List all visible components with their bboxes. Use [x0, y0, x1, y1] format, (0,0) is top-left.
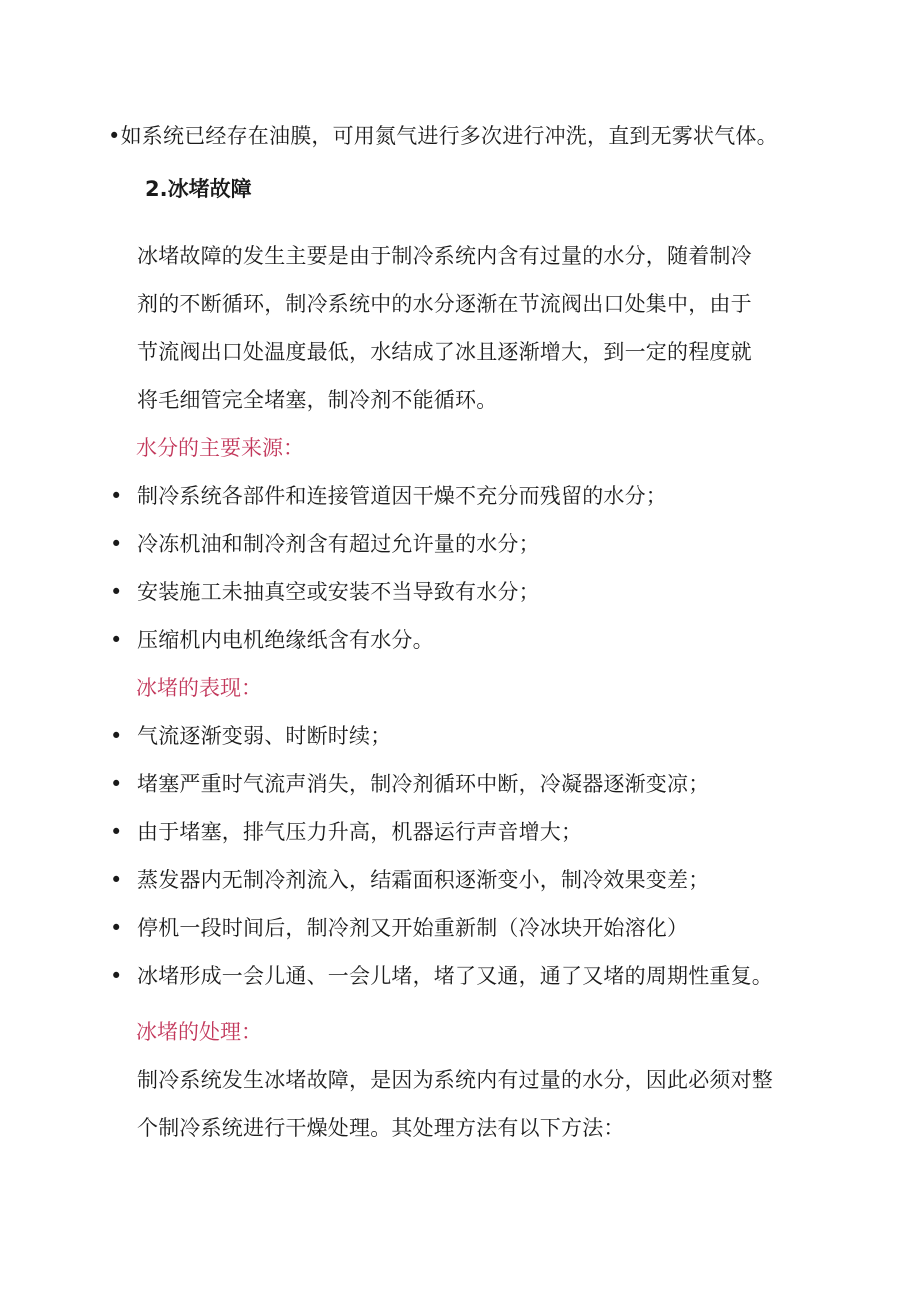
list-item-text: 制冷系统各部件和连接管道因干燥不充分而残留的水分； — [137, 484, 667, 508]
bullet-symbol: • — [110, 532, 123, 556]
list-item-text: 堵塞严重时气流声消失，制冷剂循环中断，冷凝器逐渐变凉； — [137, 772, 710, 796]
bullet-symbol: • — [110, 916, 123, 940]
list-item-text: 蒸发器内无制冷剂流入，结霜面积逐渐变小，制冷效果变差； — [137, 868, 710, 892]
list-item-text: 冷冻机油和制冷剂含有超过允许量的水分； — [137, 532, 540, 556]
symptoms-title: 冰堵的表现： — [136, 676, 262, 700]
list-item-text: 停机一段时间后，制冷剂又开始重新制（冷冰块开始溶化） — [137, 916, 689, 940]
bullet-symbol: • — [108, 124, 121, 148]
bullet-symbol: • — [110, 580, 123, 604]
bullet-symbol: • — [110, 628, 123, 652]
list-item-text: 压缩机内电机绝缘纸含有水分。 — [137, 628, 434, 652]
treatment-title: 冰堵的处理： — [136, 1020, 262, 1044]
cause-paragraph-line-4: 将毛细管完全堵塞，制冷剂不能循环。 — [137, 388, 498, 412]
cause-paragraph-line-1: 冰堵故障的发生主要是由于制冷系统内含有过量的水分，随着制冷 — [137, 244, 752, 268]
treatment-line-2: 个制冷系统进行干燥处理。其处理方法有以下方法： — [137, 1116, 625, 1140]
bullet-symbol: • — [110, 484, 123, 508]
list-item-text: 气流逐渐变弱、时断时续； — [137, 724, 392, 748]
cause-paragraph-line-3: 节流阀出口处温度最低，水结成了冰且逐渐增大，到一定的程度就 — [137, 340, 752, 364]
section-heading: 2.冰堵故障 — [145, 177, 252, 201]
cause-paragraph-line-2: 剂的不断循环，制冷系统中的水分逐渐在节流阀出口处集中，由于 — [137, 292, 752, 316]
list-item-text: 冰堵形成一会儿通、一会儿堵，堵了又通，通了又堵的周期性重复。 — [137, 964, 773, 988]
intro-bullet — [108, 121, 778, 151]
bullet-symbol: • — [110, 772, 123, 796]
water-sources-title: 水分的主要来源： — [136, 436, 304, 460]
bullet-symbol: • — [110, 868, 123, 892]
treatment-line-1: 制冷系统发生冰堵故障，是因为系统内有过量的水分，因此必须对整 — [137, 1068, 773, 1092]
list-item-text: 安装施工未抽真空或安装不当导致有水分； — [137, 580, 540, 604]
bullet-symbol: • — [110, 820, 123, 844]
bullet-symbol: • — [110, 724, 123, 748]
bullet-symbol: • — [110, 964, 123, 988]
list-item-text: 由于堵塞，排气压力升高，机器运行声音增大； — [137, 820, 583, 844]
intro-bullet-text: 如系统已经存在油膜，可用氮气进行多次进行冲洗，直到无雾状气体。 — [120, 124, 778, 148]
